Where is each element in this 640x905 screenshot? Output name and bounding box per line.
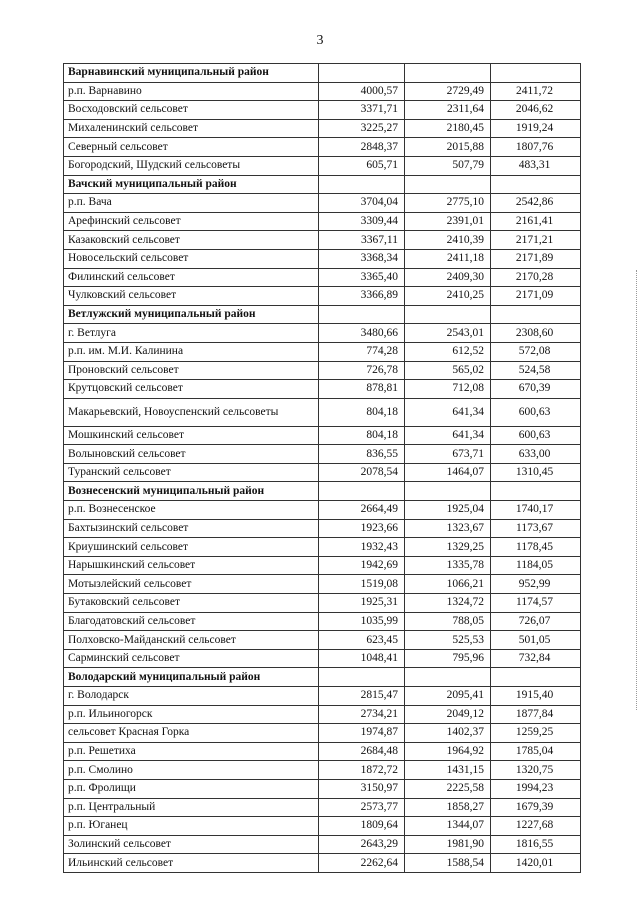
value-col-2 (405, 305, 491, 324)
value-col-2: 2225,58 (405, 779, 491, 798)
value-col-2: 2411,18 (405, 249, 491, 268)
table-row (64, 194, 581, 213)
value-col-1 (319, 482, 405, 501)
value-col-3: 1807,76 (491, 138, 581, 157)
value-col-1: 1932,43 (319, 538, 405, 557)
value-col-2: 2410,39 (405, 231, 491, 250)
table-row (64, 231, 581, 250)
settlement-name: р.п. Вознесенское (64, 501, 319, 520)
table-row (64, 82, 581, 101)
table-row (64, 575, 581, 594)
table-row (64, 556, 581, 575)
table-row (64, 342, 581, 361)
settlement-name: сельсовет Красная Горка (64, 724, 319, 743)
value-col-3: 1173,67 (491, 519, 581, 538)
value-col-2: 2543,01 (405, 324, 491, 343)
value-col-1 (319, 64, 405, 83)
settlement-name: Сарминский сельсовет (64, 649, 319, 668)
value-col-2: 2049,12 (405, 705, 491, 724)
settlement-name: Варнавинский муниципальный район (64, 64, 319, 83)
value-col-2 (405, 175, 491, 194)
value-col-3: 1994,23 (491, 779, 581, 798)
district-header-row (64, 482, 581, 501)
settlement-name: Ветлужский муниципальный район (64, 305, 319, 324)
value-col-1: 3368,34 (319, 249, 405, 268)
settlement-name: Северный сельсовет (64, 138, 319, 157)
table-row (64, 519, 581, 538)
value-col-1: 1809,64 (319, 817, 405, 836)
settlement-name: Восходовский сельсовет (64, 101, 319, 120)
value-col-1: 2664,49 (319, 501, 405, 520)
settlement-name: Мотызлейский сельсовет (64, 575, 319, 594)
value-col-3: 670,39 (491, 380, 581, 399)
table-row (64, 212, 581, 231)
value-col-2: 2095,41 (405, 687, 491, 706)
value-col-3: 524,58 (491, 361, 581, 380)
value-col-3: 600,63 (491, 426, 581, 445)
value-col-2: 612,52 (405, 342, 491, 361)
value-col-1: 1519,08 (319, 575, 405, 594)
value-col-2: 641,34 (405, 426, 491, 445)
value-col-2: 2409,30 (405, 268, 491, 287)
value-col-2: 1964,92 (405, 742, 491, 761)
table-row (64, 287, 581, 306)
value-col-1: 878,81 (319, 380, 405, 399)
value-col-2: 2015,88 (405, 138, 491, 157)
settlement-name: г. Ветлуга (64, 324, 319, 343)
district-header-row (64, 175, 581, 194)
value-col-3: 2046,62 (491, 101, 581, 120)
value-col-2: 2729,49 (405, 82, 491, 101)
value-col-3: 1919,24 (491, 119, 581, 138)
value-col-3: 2171,89 (491, 249, 581, 268)
settlement-name: р.п. Вача (64, 194, 319, 213)
settlement-name: Вознесенский муниципальный район (64, 482, 319, 501)
value-col-1: 804,18 (319, 426, 405, 445)
value-col-3 (491, 175, 581, 194)
value-col-1: 1942,69 (319, 556, 405, 575)
table-row (64, 445, 581, 464)
value-col-2: 507,79 (405, 156, 491, 175)
value-col-1 (319, 305, 405, 324)
value-col-2: 1324,72 (405, 594, 491, 613)
district-header-row (64, 305, 581, 324)
value-col-2: 1066,21 (405, 575, 491, 594)
table-row (64, 835, 581, 854)
value-col-3 (491, 668, 581, 687)
value-col-3: 952,99 (491, 575, 581, 594)
page-number: 3 (316, 33, 324, 48)
value-col-3 (491, 64, 581, 83)
settlement-name: Полховско-Майданский сельсовет (64, 631, 319, 650)
value-col-3: 1259,25 (491, 724, 581, 743)
value-col-3: 1740,17 (491, 501, 581, 520)
value-col-3: 633,00 (491, 445, 581, 464)
value-col-2: 1981,90 (405, 835, 491, 854)
value-col-2: 673,71 (405, 445, 491, 464)
table-row (64, 426, 581, 445)
value-col-2: 1344,07 (405, 817, 491, 836)
value-col-2: 2391,01 (405, 212, 491, 231)
value-col-3: 2171,21 (491, 231, 581, 250)
value-col-1: 3309,44 (319, 212, 405, 231)
value-col-3: 501,05 (491, 631, 581, 650)
table-row (64, 249, 581, 268)
settlement-name: Михаленинский сельсовет (64, 119, 319, 138)
value-col-1: 605,71 (319, 156, 405, 175)
value-col-1: 2815,47 (319, 687, 405, 706)
value-col-1: 2734,21 (319, 705, 405, 724)
table-row (64, 631, 581, 650)
value-col-2: 2180,45 (405, 119, 491, 138)
settlement-name: Бутаковский сельсовет (64, 594, 319, 613)
settlement-name: Благодатовский сельсовет (64, 612, 319, 631)
value-col-3: 1320,75 (491, 761, 581, 780)
settlement-name: Крутцовский сельсовет (64, 380, 319, 399)
value-col-1: 623,45 (319, 631, 405, 650)
value-col-3: 1785,04 (491, 742, 581, 761)
table-row (64, 501, 581, 520)
district-header-row (64, 64, 581, 83)
value-col-2: 2775,10 (405, 194, 491, 213)
value-col-3: 1227,68 (491, 817, 581, 836)
value-col-2: 1858,27 (405, 798, 491, 817)
value-col-1: 1974,87 (319, 724, 405, 743)
table-row (64, 798, 581, 817)
value-col-2: 795,96 (405, 649, 491, 668)
value-col-2: 1431,15 (405, 761, 491, 780)
settlement-name: р.п. Фролищи (64, 779, 319, 798)
value-col-2: 1402,37 (405, 724, 491, 743)
value-col-3: 1178,45 (491, 538, 581, 557)
settlement-name: г. Володарск (64, 687, 319, 706)
table-row (64, 779, 581, 798)
value-col-1: 836,55 (319, 445, 405, 464)
settlement-name: р.п. Юганец (64, 817, 319, 836)
settlement-name: Криушинский сельсовет (64, 538, 319, 557)
settlement-name: Чулковский сельсовет (64, 287, 319, 306)
settlement-name: Вачский муниципальный район (64, 175, 319, 194)
value-col-2 (405, 668, 491, 687)
settlement-name: Арефинский сельсовет (64, 212, 319, 231)
value-col-3: 2542,86 (491, 194, 581, 213)
settlement-name: Богородский, Шудский сельсоветы (64, 156, 319, 175)
settlement-name: Володарский муниципальный район (64, 668, 319, 687)
settlement-name: р.п. Решетиха (64, 742, 319, 761)
settlement-name: Мошкинский сельсовет (64, 426, 319, 445)
settlement-name: Туранский сельсовет (64, 463, 319, 482)
value-col-3: 2171,09 (491, 287, 581, 306)
value-col-1: 4000,57 (319, 82, 405, 101)
settlement-name: Новосельский сельсовет (64, 249, 319, 268)
table-row (64, 156, 581, 175)
value-col-1: 1872,72 (319, 761, 405, 780)
value-col-2: 1335,78 (405, 556, 491, 575)
settlement-name: р.п. им. М.И. Калинина (64, 342, 319, 361)
scan-edge-mark (635, 270, 637, 710)
table-row (64, 649, 581, 668)
value-col-1: 2573,77 (319, 798, 405, 817)
value-col-3: 2308,60 (491, 324, 581, 343)
value-col-1: 2262,64 (319, 854, 405, 873)
value-col-1: 2848,37 (319, 138, 405, 157)
table-row (64, 742, 581, 761)
value-col-3 (491, 482, 581, 501)
value-col-1: 774,28 (319, 342, 405, 361)
value-col-1: 1923,66 (319, 519, 405, 538)
value-col-3: 1877,84 (491, 705, 581, 724)
value-col-2: 1329,25 (405, 538, 491, 557)
value-col-3: 2161,41 (491, 212, 581, 231)
value-col-3: 726,07 (491, 612, 581, 631)
table-row (64, 538, 581, 557)
table-row (64, 268, 581, 287)
value-col-2: 1323,67 (405, 519, 491, 538)
table-row (64, 119, 581, 138)
district-header-row (64, 668, 581, 687)
value-col-3: 1679,39 (491, 798, 581, 817)
value-col-3: 2170,28 (491, 268, 581, 287)
value-col-1: 726,78 (319, 361, 405, 380)
settlement-name: р.п. Ильиногорск (64, 705, 319, 724)
table-row (64, 380, 581, 399)
value-col-2: 788,05 (405, 612, 491, 631)
value-col-3: 1420,01 (491, 854, 581, 873)
value-col-2: 525,53 (405, 631, 491, 650)
value-col-1: 2643,29 (319, 835, 405, 854)
settlement-name: Проновский сельсовет (64, 361, 319, 380)
value-col-3: 600,63 (491, 398, 581, 426)
table-row (64, 761, 581, 780)
table-row (64, 612, 581, 631)
table-body (64, 64, 581, 873)
settlement-name: р.п. Смолино (64, 761, 319, 780)
value-col-2 (405, 482, 491, 501)
value-col-1 (319, 175, 405, 194)
settlement-name: Казаковский сельсовет (64, 231, 319, 250)
value-col-1: 1035,99 (319, 612, 405, 631)
value-col-1: 804,18 (319, 398, 405, 426)
table-row (64, 324, 581, 343)
table-row (64, 138, 581, 157)
value-col-1: 2078,54 (319, 463, 405, 482)
value-col-2: 565,02 (405, 361, 491, 380)
value-col-1: 3365,40 (319, 268, 405, 287)
value-col-1: 2684,48 (319, 742, 405, 761)
table-row (64, 398, 581, 426)
table-row (64, 101, 581, 120)
table-row (64, 687, 581, 706)
table-row (64, 724, 581, 743)
table-row (64, 817, 581, 836)
value-col-3: 2411,72 (491, 82, 581, 101)
value-col-2: 1464,07 (405, 463, 491, 482)
value-col-2 (405, 64, 491, 83)
table-row (64, 594, 581, 613)
settlement-name: р.п. Центральный (64, 798, 319, 817)
value-col-1: 3704,04 (319, 194, 405, 213)
value-col-1 (319, 668, 405, 687)
value-col-3: 483,31 (491, 156, 581, 175)
value-col-3: 572,08 (491, 342, 581, 361)
tariff-table (63, 63, 581, 873)
table-row (64, 705, 581, 724)
value-col-2: 1925,04 (405, 501, 491, 520)
value-col-3: 1816,55 (491, 835, 581, 854)
value-col-3: 1310,45 (491, 463, 581, 482)
value-col-3: 1184,05 (491, 556, 581, 575)
value-col-1: 3366,89 (319, 287, 405, 306)
value-col-1: 1048,41 (319, 649, 405, 668)
value-col-3: 1915,40 (491, 687, 581, 706)
table-row (64, 463, 581, 482)
settlement-name: Филинский сельсовет (64, 268, 319, 287)
value-col-2: 641,34 (405, 398, 491, 426)
settlement-name: Нарышкинский сельсовет (64, 556, 319, 575)
table-row (64, 361, 581, 380)
value-col-2: 2410,25 (405, 287, 491, 306)
value-col-2: 712,08 (405, 380, 491, 399)
settlement-name: р.п. Варнавино (64, 82, 319, 101)
value-col-2: 2311,64 (405, 101, 491, 120)
settlement-name: Ильинский сельсовет (64, 854, 319, 873)
value-col-1: 3371,71 (319, 101, 405, 120)
settlement-name: Золинский сельсовет (64, 835, 319, 854)
table-row (64, 854, 581, 873)
value-col-1: 3150,97 (319, 779, 405, 798)
value-col-3: 732,84 (491, 649, 581, 668)
settlement-name: Бахтызинский сельсовет (64, 519, 319, 538)
value-col-1: 3367,11 (319, 231, 405, 250)
value-col-1: 3225,27 (319, 119, 405, 138)
value-col-1: 3480,66 (319, 324, 405, 343)
value-col-3 (491, 305, 581, 324)
value-col-2: 1588,54 (405, 854, 491, 873)
settlement-name: Макарьевский, Новоуспенский сельсоветы (64, 398, 319, 426)
value-col-1: 1925,31 (319, 594, 405, 613)
settlement-name: Волыновский сельсовет (64, 445, 319, 464)
value-col-3: 1174,57 (491, 594, 581, 613)
